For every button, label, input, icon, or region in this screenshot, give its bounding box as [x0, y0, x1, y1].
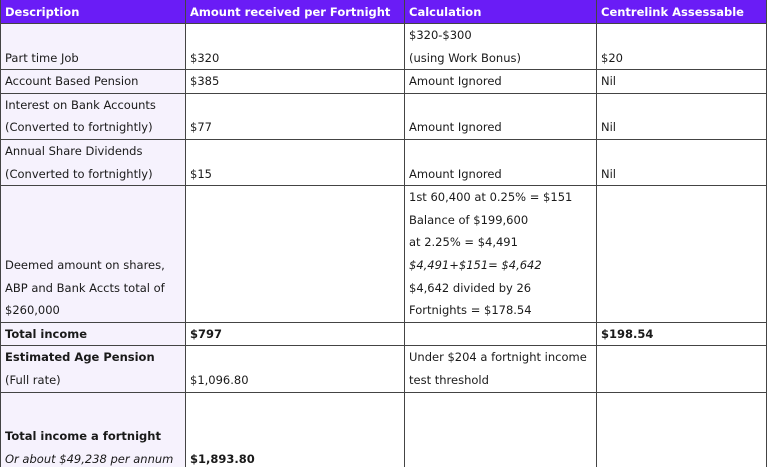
assessable-cell — [597, 346, 767, 392]
table-row-account-based-pension — [1, 70, 767, 94]
calculation-cell — [405, 70, 597, 94]
description-text: Account Based Pension — [5, 74, 139, 89]
assessable-cell: Nil — [597, 70, 767, 94]
amount-cell: $1,096.80 — [186, 346, 405, 392]
table-row-total-income — [1, 322, 767, 346]
calculation-cell — [405, 392, 597, 467]
calculation-line: test threshold — [409, 372, 489, 387]
description-note: (Converted to fortnightly) — [5, 166, 153, 181]
description-note: (Full rate) — [5, 372, 61, 387]
description-cell — [1, 139, 186, 185]
description-text: $260,000 — [5, 303, 60, 318]
description-text: Part time Job — [5, 50, 79, 65]
calculation-line: Under $204 a fortnight income — [409, 350, 587, 365]
header-calculation: Calculation — [405, 0, 597, 24]
assessable-cell: $20 — [597, 24, 767, 70]
calculation-line: Fortnights = $178.54 — [409, 303, 532, 318]
amount-cell: $1,893.80 — [186, 392, 405, 467]
amount-cell: $15 — [186, 139, 405, 185]
calculation-line: Amount Ignored — [409, 120, 502, 135]
header-description: Description — [1, 0, 186, 24]
calculation-cell — [405, 139, 597, 185]
assessable-cell — [597, 392, 767, 467]
table-row-total-fortnight — [1, 392, 767, 467]
amount-cell: $320 — [186, 24, 405, 70]
calculation-line-sum: $4,491+$151= $4,642 — [409, 257, 542, 272]
assessable-cell: $198.54 — [597, 322, 767, 346]
header-row — [1, 0, 767, 24]
assessable-cell: Nil — [597, 139, 767, 185]
calculation-line: Balance of $199,600 — [409, 212, 529, 227]
description-text: Annual Share Dividends — [5, 143, 143, 158]
calculation-line: $4,642 divided by 26 — [409, 280, 532, 295]
table-row-age-pension — [1, 346, 767, 392]
description-cell — [1, 70, 186, 94]
description-note: Or about $49,238 per annum — [5, 451, 174, 466]
calculation-line: Amount Ignored — [409, 74, 502, 89]
calculation-line: Amount Ignored — [409, 166, 502, 181]
description-cell — [1, 392, 186, 467]
calculation-line: (using Work Bonus) — [409, 50, 521, 65]
table-row-part-time-job — [1, 24, 767, 70]
table-row-deemed-amount — [1, 186, 767, 323]
description-text: Deemed amount on shares, — [5, 257, 165, 272]
calculation-cell — [405, 24, 597, 70]
amount-cell: $77 — [186, 93, 405, 139]
table-row-share-dividends — [1, 139, 767, 185]
description-cell — [1, 24, 186, 70]
calculation-cell — [405, 93, 597, 139]
header-assessable: Centrelink Assessable — [597, 0, 767, 24]
description-text: Total income — [5, 326, 88, 341]
calculation-line: at 2.25% = $4,491 — [409, 235, 518, 250]
description-cell — [1, 346, 186, 392]
description-note: (Converted to fortnightly) — [5, 120, 153, 135]
calculation-cell — [405, 322, 597, 346]
description-text: Total income a fortnight — [5, 429, 161, 444]
description-cell — [1, 322, 186, 346]
amount-cell — [186, 186, 405, 323]
calculation-line: 1st 60,400 at 0.25% = $151 — [409, 190, 573, 205]
description-text: Interest on Bank Accounts — [5, 97, 156, 112]
table-row-bank-interest — [1, 93, 767, 139]
description-text: Estimated Age Pension — [5, 350, 155, 365]
description-cell — [1, 93, 186, 139]
calculation-line: $320-$300 — [409, 28, 472, 42]
assessable-cell — [597, 186, 767, 323]
header-amount: Amount received per Fortnight — [186, 0, 405, 24]
assessable-cell: Nil — [597, 93, 767, 139]
amount-cell: $385 — [186, 70, 405, 94]
calculation-cell — [405, 186, 597, 323]
description-text: ABP and Bank Accts total of — [5, 280, 165, 295]
amount-cell: $797 — [186, 322, 405, 346]
description-cell — [1, 186, 186, 323]
calculation-cell — [405, 346, 597, 392]
